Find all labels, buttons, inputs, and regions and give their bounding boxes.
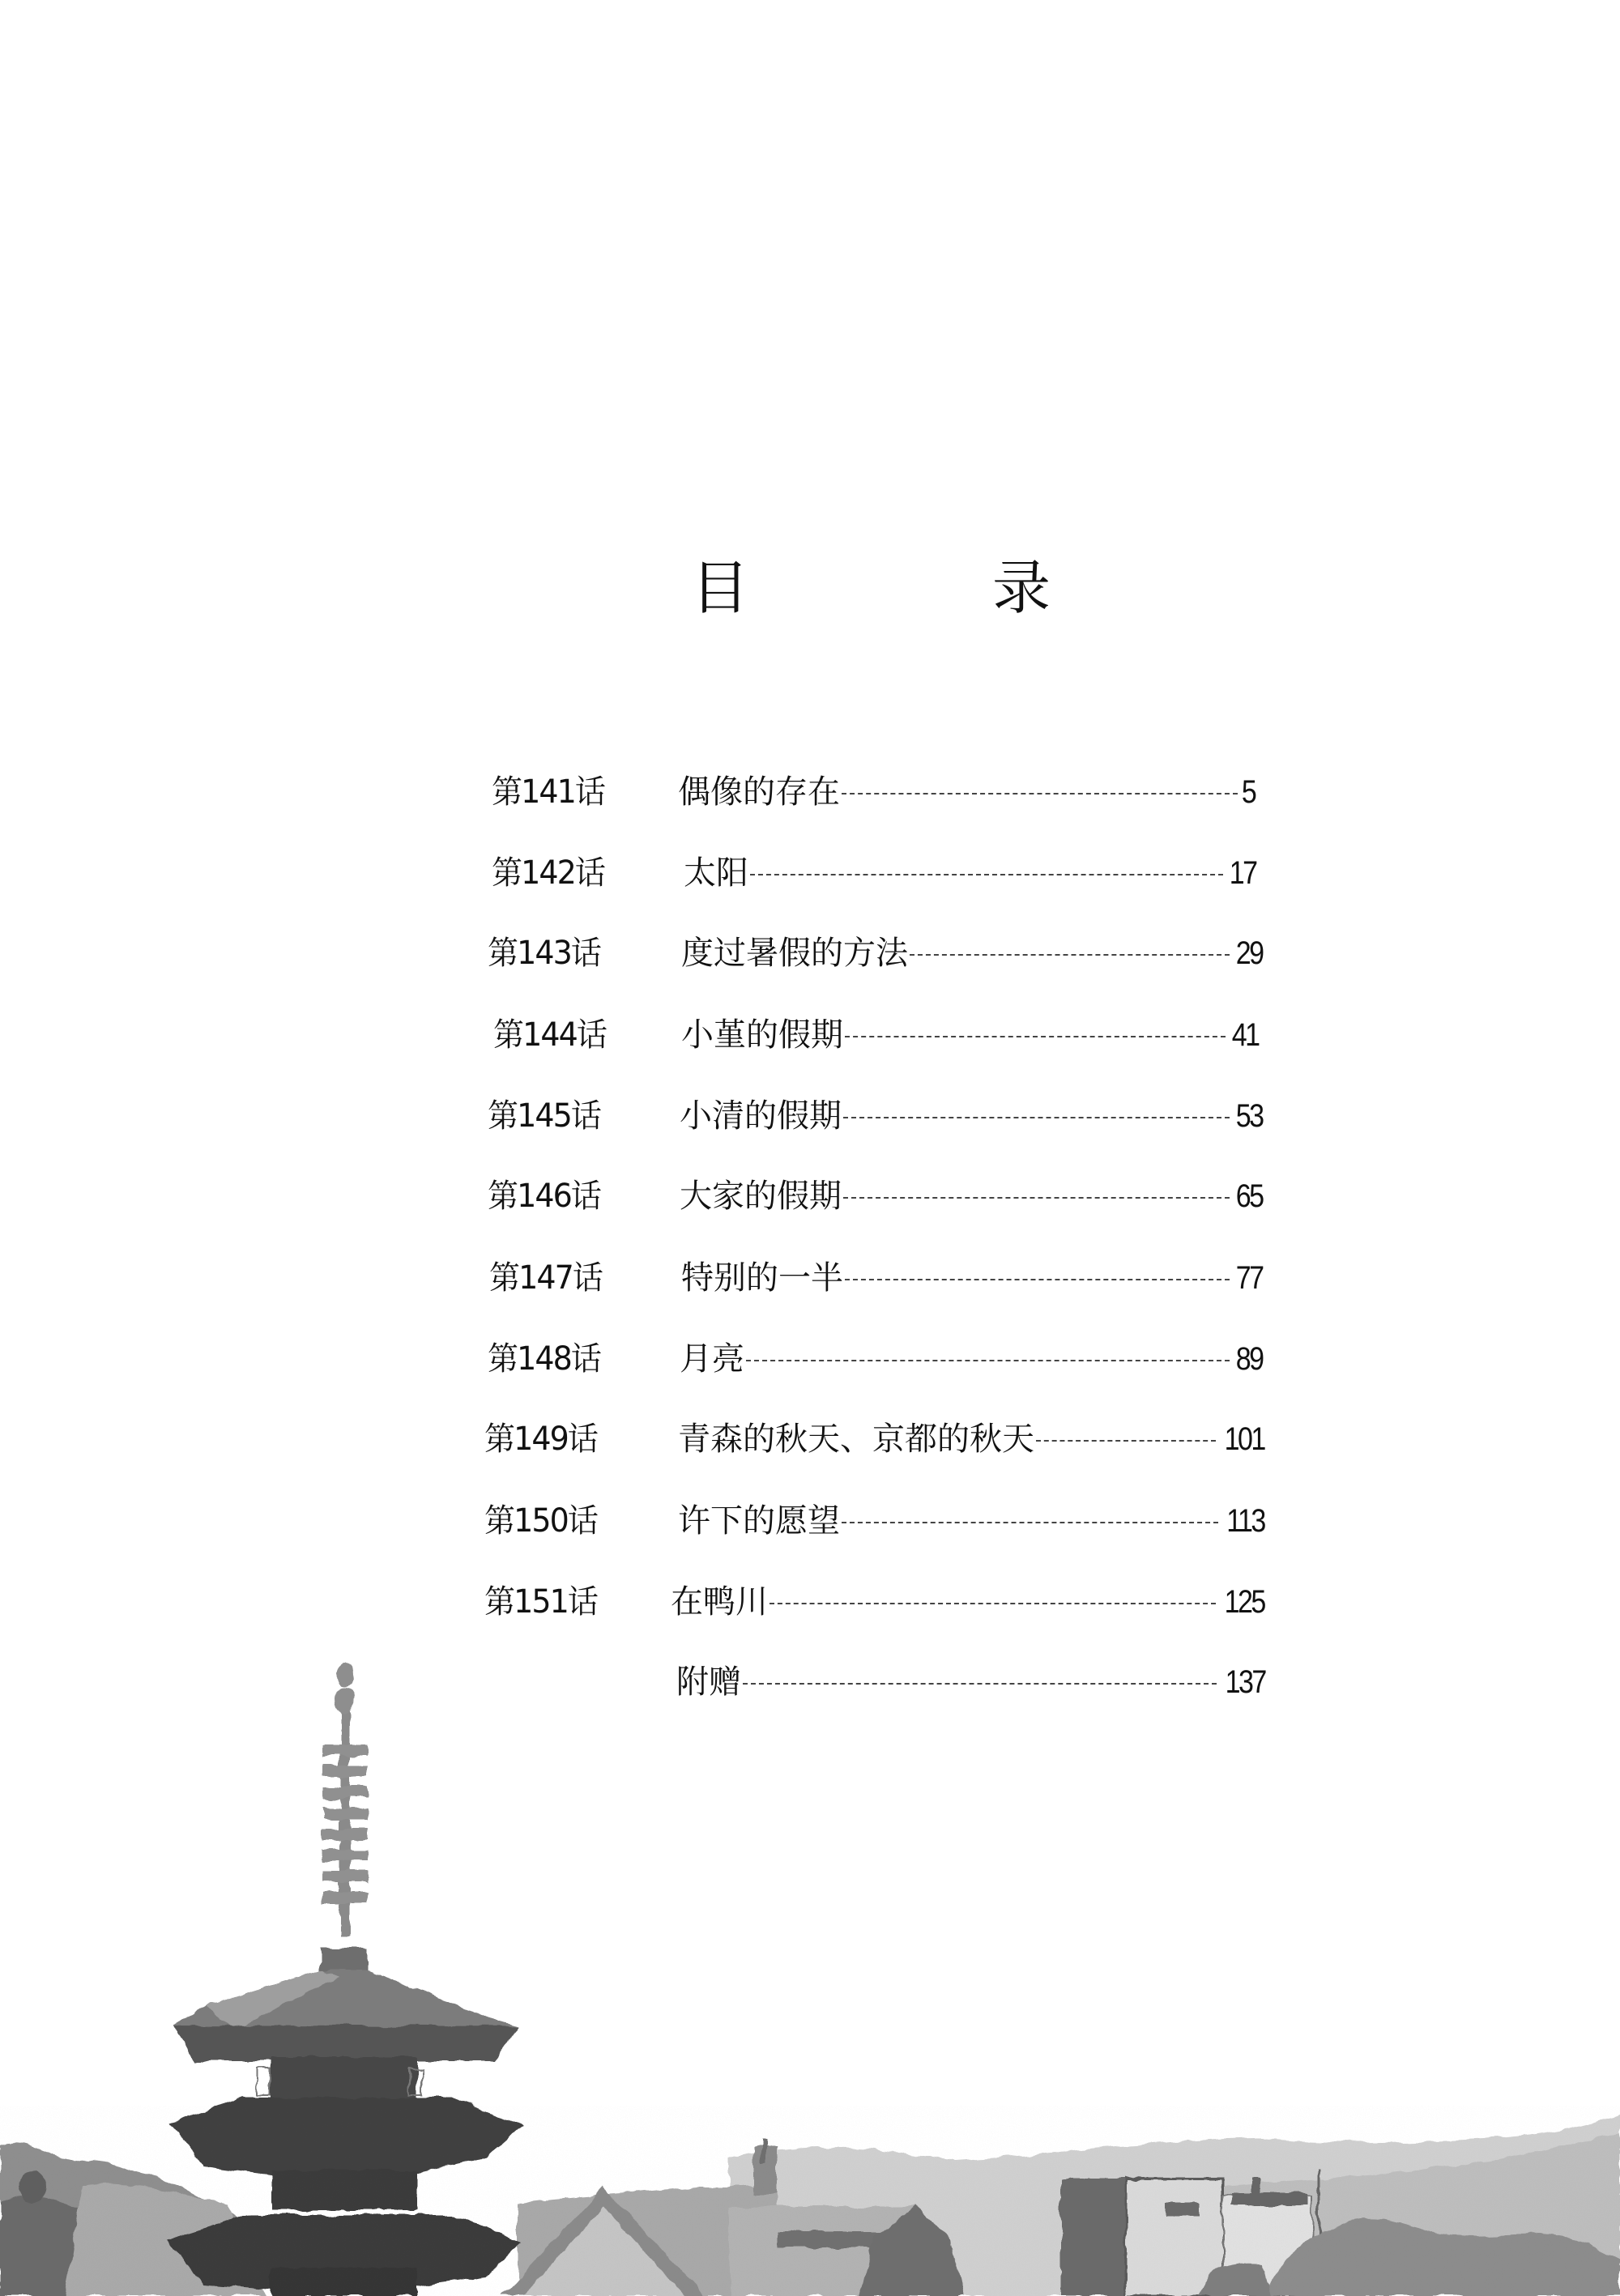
title-char-mu: 目 <box>690 554 871 622</box>
dot-leader <box>843 1117 1230 1118</box>
chapter-title[interactable]: 青森的秋天、京都的秋天 <box>678 1421 1034 1458</box>
dot-leader <box>746 1360 1230 1361</box>
chapter-number: 第151话 <box>484 1583 598 1621</box>
page-number: 89 <box>1235 1341 1262 1377</box>
chapter-title[interactable]: 小堇的假期 <box>681 1016 843 1054</box>
chapter-title[interactable]: 在鸭川 <box>671 1583 768 1621</box>
page-number: 125 <box>1224 1584 1264 1620</box>
toc-entry[interactable] <box>0 933 1620 973</box>
chapter-title[interactable]: 大家的假期 <box>680 1178 842 1215</box>
chapter-title[interactable]: 月亮 <box>680 1340 744 1378</box>
toc-entry[interactable] <box>0 1339 1620 1379</box>
toc-entry[interactable] <box>0 1582 1620 1622</box>
chapter-title[interactable]: 度过暑假的方法 <box>681 935 908 972</box>
page-number: 77 <box>1235 1260 1262 1296</box>
toc-entry-line <box>678 1501 1264 1541</box>
dot-leader <box>845 1279 1230 1280</box>
toc-entry[interactable] <box>0 1096 1620 1136</box>
toc-entry[interactable] <box>0 1258 1620 1298</box>
page-number: 29 <box>1235 935 1262 971</box>
page-number: 101 <box>1224 1421 1264 1457</box>
chapter-number: 第147话 <box>489 1259 603 1297</box>
dot-leader <box>910 954 1230 956</box>
page-number: 137 <box>1225 1664 1265 1700</box>
dot-leader <box>845 1036 1226 1037</box>
toc-entry[interactable] <box>0 1501 1620 1541</box>
page-title <box>0 541 1620 625</box>
chapter-number: 第143话 <box>488 935 601 972</box>
dot-leader <box>770 1603 1216 1604</box>
chapter-title[interactable]: 小清的假期 <box>680 1097 842 1135</box>
toc-entry[interactable] <box>0 853 1620 893</box>
toc-entry-line <box>680 1096 1262 1136</box>
toc-entry-line <box>678 1419 1264 1459</box>
toc-entry[interactable] <box>0 1015 1620 1055</box>
page-number: 17 <box>1229 855 1256 891</box>
toc-entry[interactable] <box>0 772 1620 812</box>
toc-entry-line <box>681 1258 1262 1298</box>
chapter-number: 第148话 <box>488 1340 601 1378</box>
chapter-number: 第145话 <box>488 1097 601 1135</box>
page-number: 53 <box>1235 1098 1262 1134</box>
toc-entry[interactable] <box>0 1176 1620 1216</box>
dot-leader <box>842 1522 1218 1523</box>
toc-entry-line <box>684 853 1256 893</box>
chapter-title[interactable]: 偶像的存在 <box>678 773 840 811</box>
chapter-title[interactable]: 太阳 <box>684 854 748 892</box>
chapter-number: 第150话 <box>484 1502 598 1540</box>
chapter-title[interactable]: 特别的一半 <box>681 1259 843 1297</box>
toc-entry-line <box>671 1582 1264 1622</box>
chapter-number: 第144话 <box>493 1016 607 1054</box>
toc-entry[interactable] <box>0 1419 1620 1459</box>
dot-leader <box>1036 1440 1216 1442</box>
page-number: 5 <box>1241 774 1255 810</box>
toc-entry-line <box>678 772 1255 812</box>
title-char-lu: 录 <box>992 554 1173 622</box>
page-number: 65 <box>1235 1178 1262 1214</box>
dot-leader <box>750 874 1223 875</box>
page-number: 41 <box>1231 1017 1258 1053</box>
page-number: 113 <box>1226 1503 1264 1539</box>
chapter-title[interactable]: 许下的愿望 <box>678 1502 840 1540</box>
chapter-title[interactable]: 附赠 <box>676 1663 741 1701</box>
dot-leader <box>842 793 1238 794</box>
toc-entry-line <box>680 1176 1262 1216</box>
pagoda-cityscape-illustration <box>0 1652 1620 2296</box>
toc-entry-line <box>680 1339 1262 1379</box>
dot-leader <box>843 1197 1230 1199</box>
toc-entry-line <box>681 1015 1258 1055</box>
toc-entry-line <box>681 933 1262 973</box>
chapter-number: 第142话 <box>492 854 605 892</box>
chapter-number: 第141话 <box>492 773 605 811</box>
chapter-number: 第149话 <box>484 1421 598 1458</box>
chapter-number: 第146话 <box>488 1178 601 1215</box>
